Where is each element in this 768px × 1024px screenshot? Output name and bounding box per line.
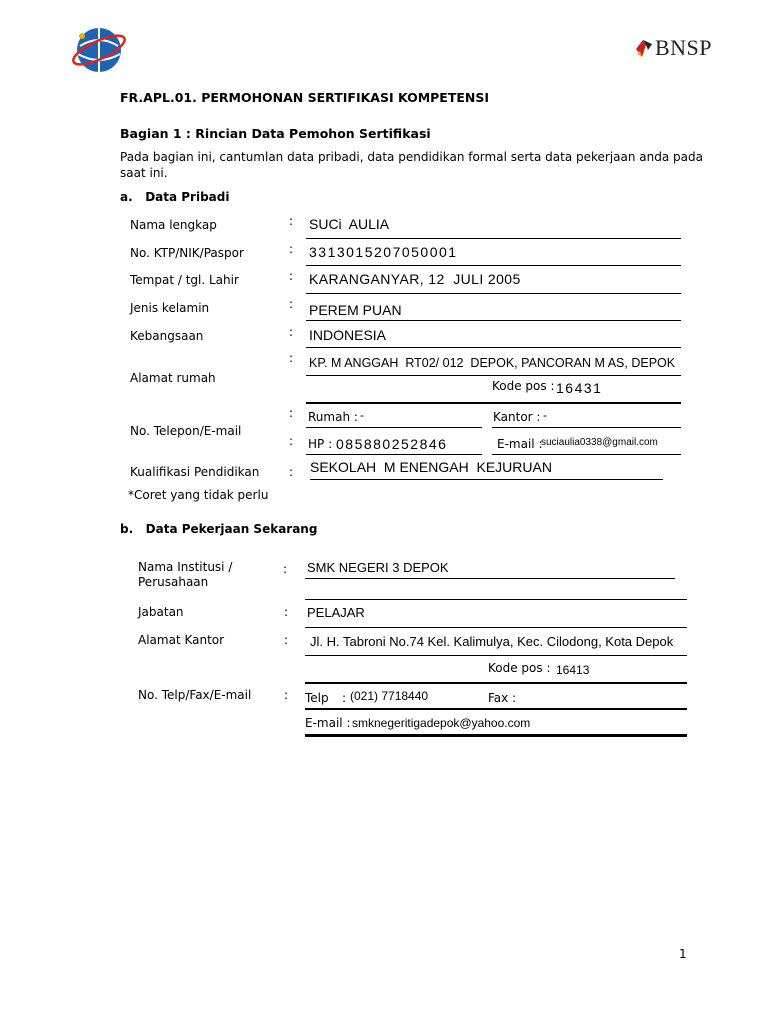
home-postal-underline: [306, 402, 681, 404]
page-number: 1: [679, 947, 687, 961]
address-underline: [306, 375, 681, 376]
bnsp-logo: [634, 36, 712, 60]
office-email-value: smknegeritigadepok@yahoo.com: [352, 716, 531, 730]
home-postal-label: Kode pos :: [492, 379, 555, 393]
intro-text-line-2: saat ini.: [120, 166, 168, 180]
name-value: SUCi AULIA: [309, 216, 390, 232]
office-email-underline: [305, 734, 687, 737]
birth-value: KARANGANYAR, 12 JULI 2005: [309, 271, 521, 287]
home-phone-label: Rumah :: [308, 410, 358, 424]
home-phone-value: -: [360, 408, 364, 422]
fax-label: Fax :: [488, 691, 517, 705]
office-address-value: Jl. H. Tabroni No.74 Kel. Kalimulya, Kec. Cilodong, Kota Depok: [310, 634, 674, 649]
office-address-underline: [305, 655, 687, 656]
phone-colon-1: :: [289, 406, 294, 420]
email-value: suciaulia0338@gmail.com: [541, 437, 658, 448]
office-phone-underline: [492, 427, 681, 428]
institution-label-line-2: Perusahaan: [138, 575, 209, 589]
institution-colon: :: [283, 562, 288, 576]
name-underline: [306, 238, 681, 239]
name-colon: :: [289, 214, 294, 228]
email-underline: [492, 454, 681, 455]
office-postal-label: Kode pos :: [488, 661, 551, 675]
contact-label: No. Telp/Fax/E-mail: [138, 688, 252, 702]
section-title: Bagian 1 : Rincian Data Pemohon Sertifikasi: [120, 126, 431, 141]
document-title: FR.APL.01. PERMOHONAN SERTIFIKASI KOMPETENSI: [120, 90, 490, 105]
office-email-label: E-mail :: [305, 716, 351, 730]
institution-value: SMK NEGERI 3 DEPOK: [307, 560, 449, 575]
id-colon: :: [289, 242, 294, 256]
education-underline: [310, 479, 663, 480]
hp-underline: [306, 454, 482, 455]
bnsp-logo-text: BNSP: [655, 35, 713, 60]
education-label: Kualifikasi Pendidikan: [130, 465, 260, 479]
office-address-colon: :: [284, 633, 289, 647]
personal-data-heading: a. Data Pribadi: [120, 190, 230, 204]
name-label: Nama lengkap: [130, 218, 217, 232]
hp-label: HP :: [308, 437, 333, 451]
telp-underline: [305, 708, 687, 710]
id-underline: [306, 265, 681, 266]
education-value: SEKOLAH M ENENGAH KEJURUAN: [310, 459, 552, 475]
office-phone-label: Kantor :: [493, 410, 541, 424]
position-value: PELAJAR: [307, 605, 365, 620]
address-value: KP. M ANGGAH RT02/ 012 DEPOK, PANCORAN M AS, DEPOK: [309, 356, 676, 370]
birth-label: Tempat / tgl. Lahir: [130, 273, 239, 287]
nationality-value: INDONESIA: [309, 327, 387, 343]
position-colon: :: [284, 605, 289, 619]
position-label: Jabatan: [138, 605, 184, 619]
office-postal-value: 16413: [556, 663, 590, 677]
gender-label: Jenis kelamin: [130, 301, 210, 315]
address-label: Alamat rumah: [130, 371, 216, 385]
home-phone-underline: [306, 427, 482, 428]
position-underline: [305, 627, 687, 628]
hp-value: 085880252846: [336, 436, 448, 452]
lsp-logo: [70, 24, 130, 76]
job-data-heading: b. Data Pekerjaan Sekarang: [120, 522, 318, 536]
institution-underline: [305, 578, 675, 579]
telp-colon: :: [342, 691, 347, 705]
birth-colon: :: [289, 269, 294, 283]
position-top-line: [305, 599, 687, 600]
contact-colon: :: [284, 688, 289, 702]
strike-note: *Coret yang tidak perlu: [128, 488, 269, 502]
office-postal-underline: [305, 682, 687, 684]
office-phone-value: -: [543, 408, 547, 422]
telp-label: Telp: [305, 691, 329, 705]
birth-underline: [306, 293, 681, 294]
bnsp-emblem-icon: [634, 37, 654, 59]
home-postal-value: 16431: [556, 380, 603, 396]
nationality-underline: [306, 347, 681, 348]
nationality-colon: :: [289, 325, 294, 339]
institution-label-line-1: Nama Institusi /: [138, 560, 233, 574]
gender-colon: :: [289, 297, 294, 311]
gender-value: PEREM PUAN: [309, 302, 402, 318]
phone-colon-2: :: [289, 434, 294, 448]
intro-text-line-1: Pada bagian ini, cantumlan data pribadi, data pendidikan formal serta data pekerjaan anda pada: [120, 150, 703, 164]
telp-value: (021) 7718440: [350, 689, 429, 703]
gender-underline: [306, 320, 681, 321]
phone-label: No. Telepon/E-mail: [130, 424, 242, 438]
education-colon: :: [289, 465, 294, 479]
id-value: 3313015207050001: [309, 244, 458, 260]
nationality-label: Kebangsaan: [130, 329, 204, 343]
id-label: No. KTP/NIK/Paspor: [130, 246, 244, 260]
office-address-label: Alamat Kantor: [138, 633, 225, 647]
address-colon: :: [289, 351, 294, 365]
email-label: E-mail :: [497, 437, 543, 451]
